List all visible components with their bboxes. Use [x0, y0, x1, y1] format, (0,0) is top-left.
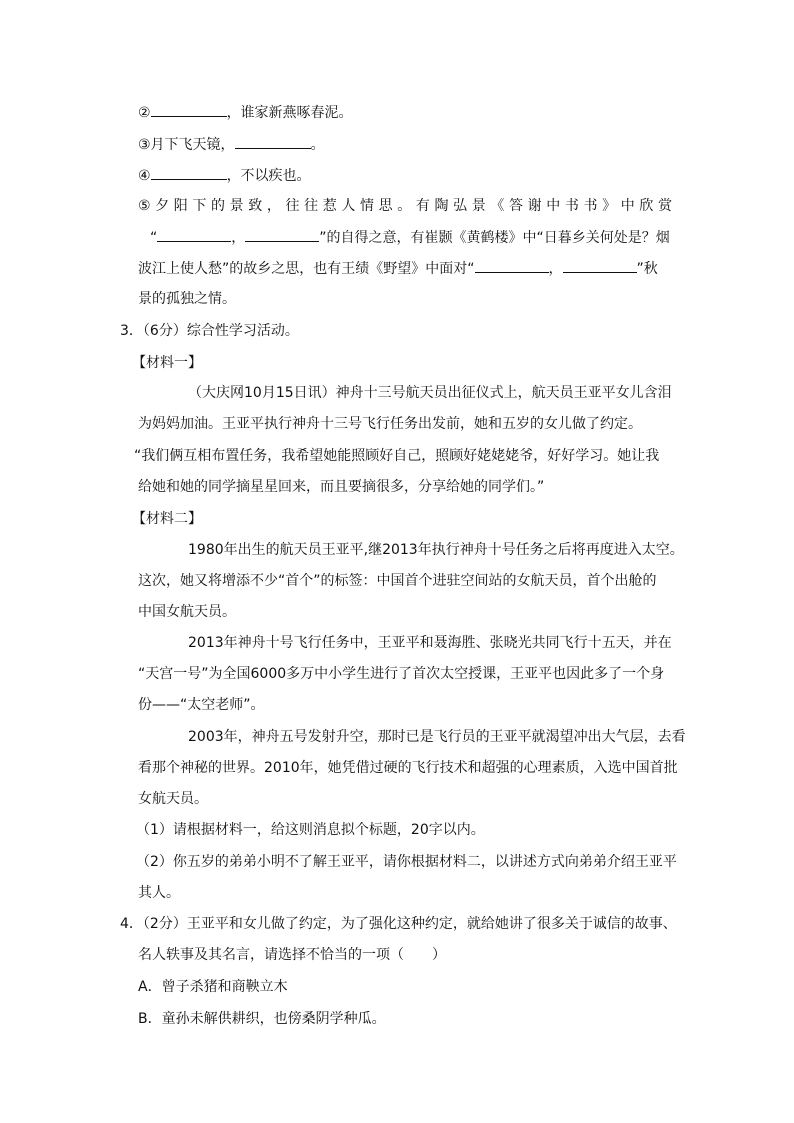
q2-item-5-line-3-text: 波江上使人愁”的故乡之思，也有王绩《野望》中面对“ [138, 261, 475, 277]
material-2-title: 【材料二】 [132, 511, 202, 527]
q2-item-2-blank[interactable] [151, 102, 227, 117]
material-1-line-3: “我们俩互相布置任务，我希望她能照顾好自己，照顾好姥姥姥爷，好好学习。她让我 [134, 448, 660, 464]
material-1-line-4: 给她和她的同学摘星星回来，而且要摘很多，分享给她的同学们。” [138, 479, 545, 495]
q3-header: 3．（6分）综合性学习活动。 [120, 323, 299, 339]
q2-item-4-blank[interactable] [151, 165, 227, 180]
material-2-p2-line-2: “天宫一号”为全国6000多万中小学生进行了首次太空授课，王亚平也因此多了一个身 [138, 666, 665, 682]
material-2-p3-line-1: 2003年，神舟五号发射升空，那时已是飞行员的王亚平就渴望冲出大气层，去看 [188, 729, 686, 745]
q3-sub-question-2-line-1: （2）你五岁的弟弟小明不了解王亚平，请你根据材料二，以讲述方式向弟弟介绍王亚平 [136, 854, 677, 870]
q2-item-5-line-2 [150, 227, 670, 247]
q2-item-5-blank-3[interactable] [475, 258, 549, 273]
material-2-p3-line-3: 女航天员。 [138, 791, 208, 807]
q2-item-5-blank-2[interactable] [245, 227, 319, 242]
q2-item-3-end: 。 [310, 137, 325, 153]
q2-item-5-line-3 [138, 258, 658, 278]
q2-item-4-number: ④ [138, 168, 151, 184]
q4-option-b[interactable]: B．童孙未解供耕织，也傍桑阴学种瓜。 [138, 1011, 386, 1027]
q2-item-5-line-2-text: ”的自得之意，有崔颢《黄鹤楼》中“日暮乡关何处是？烟 [319, 230, 670, 246]
q2-item-5-line-3-end: ”秋 [636, 261, 658, 277]
quote-open: “ [150, 230, 158, 246]
q4-header-line-2: 名人轶事及其名言，请选择不恰当的一项（ ） [138, 947, 446, 963]
material-1-line-1: （大庆网10月15日讯）神舟十三号航天员出征仪式上，航天员王亚平女儿含泪 [188, 385, 672, 401]
q2-item-4 [138, 165, 311, 185]
material-2-p2-line-3: 份——“太空老师”。 [138, 697, 265, 713]
material-1-line-2: 为妈妈加油。王亚平执行神舟十三号飞行任务出发前，她和五岁的女儿做了约定。 [138, 416, 642, 432]
q2-item-5-line-1: ⑤夕阳下的景致，往往惹人情思。有陶弘景《答谢中书书》中欣赏 [138, 198, 672, 214]
q4-option-a[interactable]: A．曾子杀猪和商鞅立木 [138, 979, 288, 995]
material-2-p1-line-3: 中国女航天员。 [138, 604, 236, 620]
q2-item-5-blank-4[interactable] [563, 258, 637, 273]
material-2-p1-line-1: 1980年出生的航天员王亚平,继2013年执行神舟十号任务之后将再度进入太空。 [188, 542, 684, 558]
q2-item-3-text: ③月下飞天镜， [138, 137, 235, 153]
q2-item-5-line-4: 景的孤独之情。 [138, 291, 236, 307]
q2-item-2-number: ② [138, 105, 151, 121]
q2-item-3-blank[interactable] [235, 134, 311, 149]
material-2-p3-line-2: 看那个神秘的世界。2010年，她凭借过硬的飞行技术和超强的心理素质，入选中国首批 [138, 760, 678, 776]
q3-sub-question-1: （1）请根据材料一，给这则消息拟个标题，20字以内。 [136, 822, 485, 838]
comma: ， [231, 230, 246, 246]
material-2-p2-line-1: 2013年神舟十号飞行任务中，王亚平和聂海胜、张晓光共同飞行十五天，并在 [188, 635, 672, 651]
material-1-title: 【材料一】 [132, 355, 202, 371]
q2-item-2-text: ，谁家新燕啄春泥。 [226, 105, 353, 121]
q2-item-2 [138, 102, 353, 122]
comma: ， [548, 261, 563, 277]
q4-header-line-1: 4．（2分）王亚平和女儿做了约定，为了强化这种约定，就给她讲了很多关于诚信的故事、 [120, 916, 677, 932]
material-2-p1-line-2: 这次，她又将增添不少“首个”的标签：中国首个进驻空间站的女航天员，首个出舱的 [138, 573, 657, 589]
q2-item-5-blank-1[interactable] [157, 227, 231, 242]
q2-item-3 [138, 134, 325, 154]
q2-item-4-text: ，不以疾也。 [226, 168, 311, 184]
q3-sub-question-2-line-2: 其人。 [138, 885, 180, 901]
